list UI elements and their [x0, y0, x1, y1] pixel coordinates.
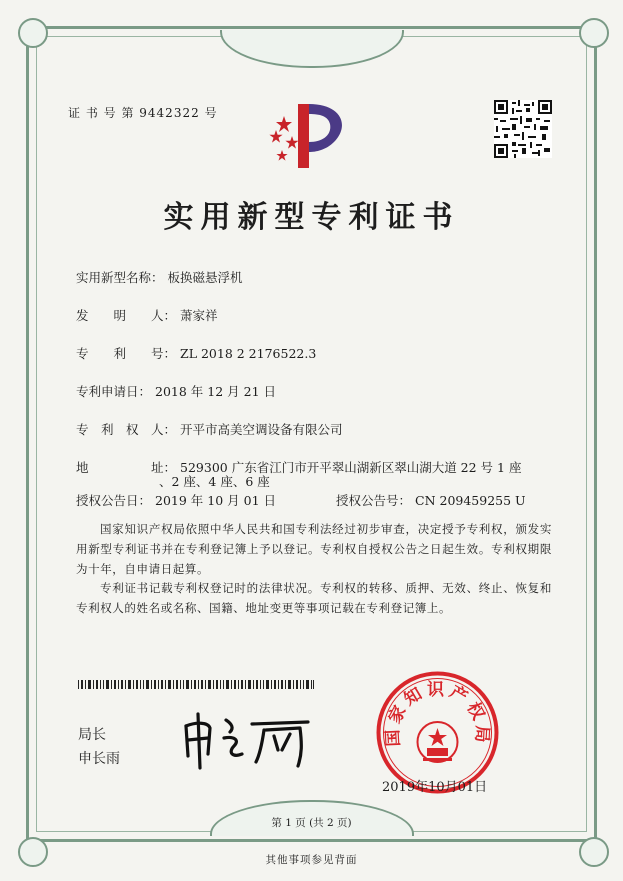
field-patent-number: [76, 343, 316, 365]
seal-text: 国家知识产权局: [383, 679, 492, 747]
field-value: ZL 2018 2 2176522.3: [180, 346, 317, 361]
sipo-logo-icon: [262, 96, 362, 176]
field-value: 2018 年 12 月 21 日: [155, 384, 277, 399]
field-grant-announcement: [76, 490, 526, 512]
corner-ornament: [18, 18, 48, 48]
certificate-number-suffix: 号: [204, 106, 218, 120]
field-patentee: [76, 419, 343, 441]
field-value: CN 209459255 U: [415, 493, 526, 508]
field-label: 专利申请日：: [76, 384, 152, 399]
page-number: 第 1 页 (共 2 页): [271, 817, 352, 829]
field-label: 授权公告号：: [336, 493, 412, 508]
field-inventor: [76, 305, 218, 327]
qr-code-icon: [494, 100, 552, 158]
signatory-title: 局长: [78, 727, 106, 743]
field-label: 发 明 人：: [76, 308, 177, 323]
field-value: 529300 广东省江门市开平翠山湖新区翠山湖大道 22 号 1 座: [180, 460, 522, 475]
field-label: 授权公告日：: [76, 493, 152, 508]
field-utility-name: [76, 267, 243, 289]
certificate-number-label: 证 书 号 第: [68, 106, 135, 120]
page-title: 实用新型专利证书: [163, 200, 460, 235]
field-address: [76, 457, 521, 479]
certificate-number: [68, 104, 218, 121]
signature-icon: [178, 710, 318, 770]
field-value: 萧家祥: [180, 308, 218, 323]
footer-note: 其他事项参见背面: [265, 854, 358, 866]
barcode-icon: [78, 680, 314, 689]
legal-paragraph: 国家知识产权局依照中华人民共和国专利法经过初步审查，决定授予专利权，颁发实用新型专利证书并在专利登记簿上予以登记。专利权自授权公告之日起生效。专利权期限为十年，自申请日起算。: [76, 522, 552, 576]
field-label: 专 利 权 人：: [76, 422, 177, 437]
field-label: 专 利 号：: [76, 346, 177, 361]
field-address-line2: 、2 座、4 座、6 座: [159, 474, 270, 489]
field-value: 2019 年 10 月 01 日: [155, 493, 277, 508]
field-label: 地 址：: [76, 460, 177, 475]
seal-date: 2019年10月01日: [382, 780, 488, 795]
field-application-date: [76, 381, 276, 403]
certificate-number-value: 9442322: [139, 106, 200, 120]
field-label: 实用新型名称：: [76, 270, 164, 285]
field-value: 板换磁悬浮机: [167, 270, 243, 285]
signatory-name: 申长雨: [78, 751, 120, 767]
legal-paragraph: 专利证书记载专利权登记时的法律状况。专利权的转移、质押、无效、终止、恢复和专利权人的姓名或名称、国籍、地址变更等事项记载在专利登记簿上。: [76, 581, 552, 615]
field-value: 开平市高美空调设备有限公司: [180, 422, 343, 437]
corner-ornament: [579, 18, 609, 48]
